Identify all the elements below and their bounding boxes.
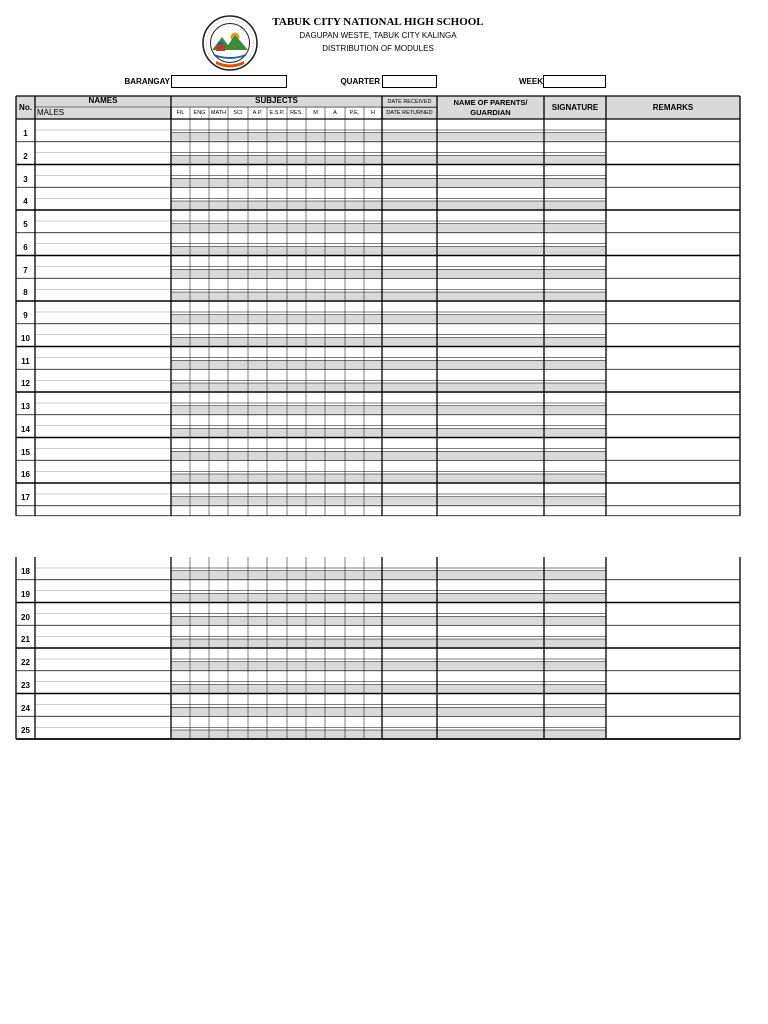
- row-number: 11: [21, 356, 30, 366]
- row-number: 20: [21, 612, 30, 622]
- barangay-label: BARANGAY: [124, 77, 170, 86]
- subject-header-fil: FIL: [176, 110, 185, 116]
- quarter-label: QUARTER: [340, 77, 380, 86]
- row-number: 22: [21, 658, 30, 667]
- subject-header-h: H: [371, 110, 375, 116]
- row-number: 8: [23, 288, 28, 298]
- row-number: 17: [21, 493, 30, 502]
- row-number: 4: [23, 197, 28, 207]
- row-number: 14: [21, 424, 30, 434]
- parents-guardian-header: NAME OF PARENTS/ GUARDIAN: [453, 98, 528, 117]
- no-column-header: No.: [19, 103, 32, 112]
- males-group-label: MALES: [37, 108, 65, 117]
- row-number: 21: [21, 635, 30, 645]
- subject-header-res: RES.: [290, 110, 303, 116]
- row-number: 2: [23, 151, 28, 161]
- subject-header-ap: A.P.: [252, 110, 263, 116]
- row-number: 1: [23, 129, 28, 138]
- subject-header-pe: P.E.: [349, 110, 360, 116]
- row-number: 19: [21, 589, 30, 599]
- row-number: 5: [23, 220, 28, 229]
- date-returned-header: DATE RETURNED: [386, 110, 433, 116]
- row-number: 18: [21, 567, 30, 576]
- row-number: 24: [21, 703, 30, 713]
- school-address: DAGUPAN WESTE, TABUK CITY KALINGA: [299, 31, 457, 40]
- row-number: 3: [23, 174, 28, 184]
- row-number: 25: [21, 726, 30, 736]
- subjects-column-header: SUBJECTS: [255, 96, 298, 105]
- document-title: DISTRIBUTION OF MODULES: [322, 44, 434, 53]
- subject-header-esp: E.S.P.: [269, 110, 285, 116]
- date-received-header: DATE RECEIVED: [387, 99, 432, 105]
- row-number: 7: [23, 265, 28, 275]
- week-label: WEEK: [519, 77, 543, 86]
- subject-header-a: A: [333, 110, 337, 116]
- row-number: 10: [21, 333, 30, 343]
- subject-header-m: M: [313, 110, 318, 116]
- row-number: 15: [21, 447, 30, 457]
- subject-header-math: MATH: [210, 110, 227, 116]
- remarks-header: REMARKS: [652, 103, 694, 112]
- subject-header-eng: ENG: [193, 110, 206, 116]
- row-number: 23: [21, 680, 30, 690]
- row-number: 13: [21, 402, 30, 411]
- names-column-header: NAMES: [88, 96, 118, 105]
- row-number: 9: [23, 311, 28, 320]
- school-name: TABUK CITY NATIONAL HIGH SCHOOL: [272, 16, 484, 28]
- subject-header-sci: SCI: [233, 110, 243, 116]
- row-number: 6: [23, 242, 28, 252]
- row-number: 16: [21, 470, 30, 480]
- signature-header: SIGNATURE: [551, 103, 599, 112]
- row-number: 12: [21, 379, 30, 389]
